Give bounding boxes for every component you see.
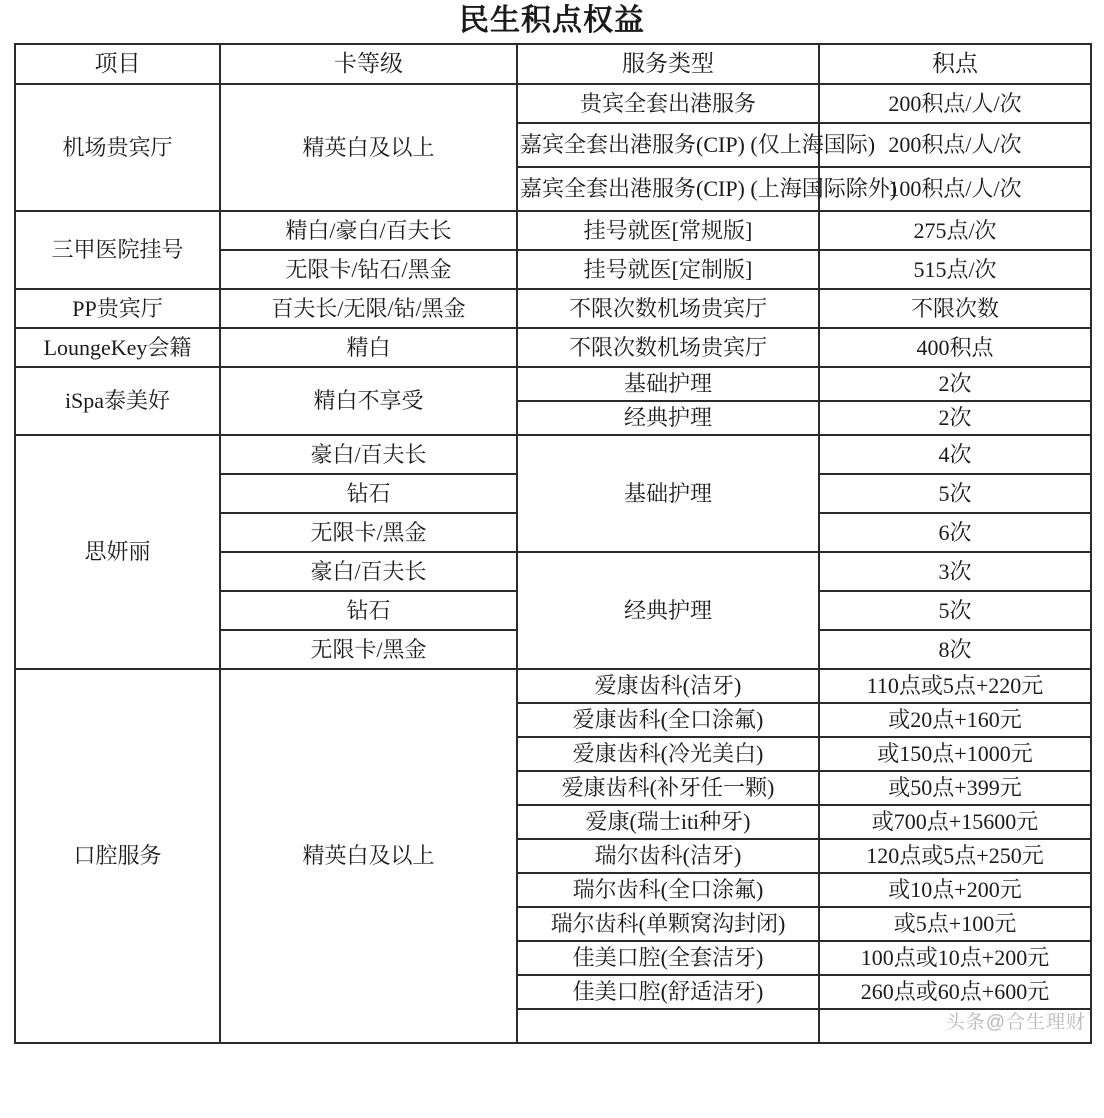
row-service: 瑞尔齿科(全口涂氟) xyxy=(517,873,819,907)
row-service: 爱康齿科(洁牙) xyxy=(517,669,819,703)
row-points xyxy=(819,1009,1091,1043)
row-points: 5次 xyxy=(819,591,1091,630)
row-service: 经典护理 xyxy=(517,552,819,669)
row-service: 爱康齿科(全口涂氟) xyxy=(517,703,819,737)
row-points: 8次 xyxy=(819,630,1091,669)
table-row xyxy=(15,669,1091,703)
table-header xyxy=(15,44,1091,84)
watermark: 头条@合生理财 xyxy=(945,1012,1086,1033)
column-header-points: 积点 xyxy=(819,44,1091,84)
row-points: 275点/次 xyxy=(819,211,1091,250)
row-service: 基础护理 xyxy=(517,367,819,401)
column-header-service: 服务类型 xyxy=(517,44,819,84)
row-level: 钻石 xyxy=(220,474,517,513)
row-points: 515点/次 xyxy=(819,250,1091,289)
row-service xyxy=(517,1009,819,1043)
row-service: 爱康齿科(冷光美白) xyxy=(517,737,819,771)
row-level: 百夫长/无限/钻/黑金 xyxy=(220,289,517,328)
row-level: 精英白及以上 xyxy=(220,669,517,1043)
row-level: 豪白/百夫长 xyxy=(220,552,517,591)
row-item: 口腔服务 xyxy=(15,669,220,1043)
row-item: LoungeKey会籍 xyxy=(15,328,220,367)
row-level: 钻石 xyxy=(220,591,517,630)
table-body xyxy=(15,84,1091,1043)
row-service: 挂号就医[常规版] xyxy=(517,211,819,250)
row-level: 豪白/百夫长 xyxy=(220,435,517,474)
row-item: PP贵宾厅 xyxy=(15,289,220,328)
table-header-row xyxy=(15,44,1091,84)
row-service: 佳美口腔(全套洁牙) xyxy=(517,941,819,975)
row-item: iSpa泰美好 xyxy=(15,367,220,435)
table-row xyxy=(15,289,1091,328)
row-level: 无限卡/钻石/黑金 xyxy=(220,250,517,289)
row-service: 基础护理 xyxy=(517,435,819,552)
row-points: 110点或5点+220元 xyxy=(819,669,1091,703)
row-points: 400积点 xyxy=(819,328,1091,367)
row-level: 无限卡/黑金 xyxy=(220,513,517,552)
row-points: 4次 xyxy=(819,435,1091,474)
benefits-table xyxy=(14,43,1092,1044)
row-item: 三甲医院挂号 xyxy=(15,211,220,289)
row-level: 精白不享受 xyxy=(220,367,517,435)
row-level: 无限卡/黑金 xyxy=(220,630,517,669)
row-service: 不限次数机场贵宾厅 xyxy=(517,328,819,367)
row-points: 200积点/人/次 xyxy=(819,123,1091,167)
row-points: 或700点+15600元 xyxy=(819,805,1091,839)
row-points: 100点或10点+200元 xyxy=(819,941,1091,975)
column-header-level: 卡等级 xyxy=(220,44,517,84)
table-row xyxy=(15,211,1091,250)
row-item: 思妍丽 xyxy=(15,435,220,669)
row-service: 经典护理 xyxy=(517,401,819,435)
row-points: 不限次数 xyxy=(819,289,1091,328)
row-service: 嘉宾全套出港服务(CIP) (上海国际除外) xyxy=(517,167,819,211)
row-service: 佳美口腔(舒适洁牙) xyxy=(517,975,819,1009)
row-points: 2次 xyxy=(819,401,1091,435)
row-points: 260点或60点+600元 xyxy=(819,975,1091,1009)
row-points: 3次 xyxy=(819,552,1091,591)
row-points: 2次 xyxy=(819,367,1091,401)
row-points: 或20点+160元 xyxy=(819,703,1091,737)
row-item: 机场贵宾厅 xyxy=(15,84,220,211)
row-points: 5次 xyxy=(819,474,1091,513)
row-service: 瑞尔齿科(单颗窝沟封闭) xyxy=(517,907,819,941)
row-service: 挂号就医[定制版] xyxy=(517,250,819,289)
row-service: 贵宾全套出港服务 xyxy=(517,84,819,123)
row-service: 爱康(瑞士iti种牙) xyxy=(517,805,819,839)
row-points: 100积点/人/次 xyxy=(819,167,1091,211)
row-service: 嘉宾全套出港服务(CIP) (仅上海国际) xyxy=(517,123,819,167)
row-points: 或10点+200元 xyxy=(819,873,1091,907)
row-service: 爱康齿科(补牙任一颗) xyxy=(517,771,819,805)
row-level: 精白 xyxy=(220,328,517,367)
row-points: 200积点/人/次 xyxy=(819,84,1091,123)
table-row xyxy=(15,367,1091,401)
row-points: 或150点+1000元 xyxy=(819,737,1091,771)
table-row xyxy=(15,435,1091,474)
row-points: 或5点+100元 xyxy=(819,907,1091,941)
page-title: 民生积点权益 xyxy=(459,4,645,37)
row-service: 瑞尔齿科(洁牙) xyxy=(517,839,819,873)
row-points: 120点或5点+250元 xyxy=(819,839,1091,873)
table-row xyxy=(15,84,1091,123)
row-points: 6次 xyxy=(819,513,1091,552)
row-points: 或50点+399元 xyxy=(819,771,1091,805)
row-service: 不限次数机场贵宾厅 xyxy=(517,289,819,328)
row-level: 精白/豪白/百夫长 xyxy=(220,211,517,250)
row-level: 精英白及以上 xyxy=(220,84,517,211)
column-header-item: 项目 xyxy=(15,44,220,84)
table-row xyxy=(15,328,1091,367)
